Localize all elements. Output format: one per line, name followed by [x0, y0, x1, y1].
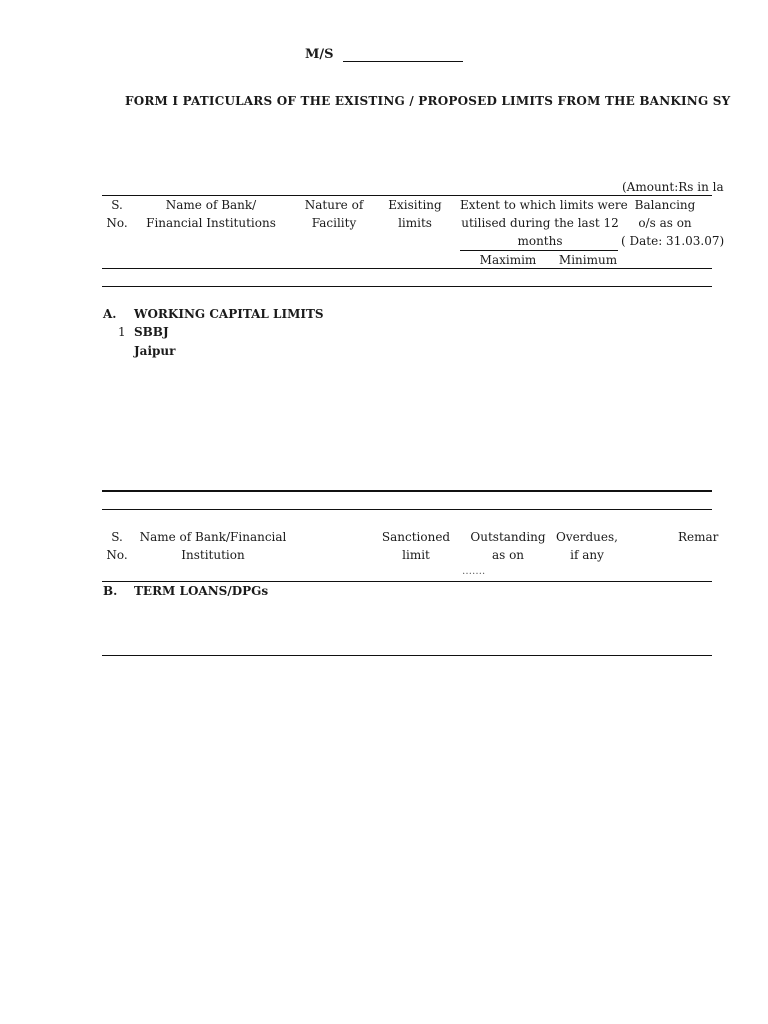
section-b-letter: B.: [103, 584, 118, 598]
col-balancing-line3: ( Date: 31.03.07): [621, 234, 725, 248]
ms-label: M/S: [305, 47, 334, 62]
amount-note: (Amount:Rs in la: [622, 180, 724, 194]
col-nature-line2: Facility: [311, 216, 357, 230]
b-col-outstanding-line2: as on: [491, 548, 525, 562]
col-existing-line2: limits: [398, 216, 432, 230]
b-col-sno-line1: S.: [111, 530, 123, 544]
b-col-overdues-line1: Overdues,: [556, 530, 618, 544]
col-bank-line2: Financial Institutions: [146, 216, 276, 230]
b-col-overdues-line2: if any: [570, 548, 604, 562]
col-extent-line2: utilised during the last 12: [461, 216, 619, 230]
section-a-label: WORKING CAPITAL LIMITS: [134, 307, 324, 321]
col-sno-line1: S.: [111, 198, 123, 212]
col-minimum: Minimum: [558, 253, 618, 267]
b-col-sno-line2: No.: [106, 548, 128, 562]
b-col-bank-line1: Name of Bank/Financial: [139, 530, 287, 544]
col-balancing-line1: Balancing: [634, 198, 696, 212]
b-col-bank-line2: Institution: [181, 548, 245, 562]
col-sno-line2: No.: [106, 216, 128, 230]
col-bank-line1: Name of Bank/: [165, 198, 257, 212]
col-extent-line1: Extent to which limits were: [460, 198, 628, 212]
col-nature-line1: Nature of: [304, 198, 364, 212]
row-1-sno: 1: [118, 325, 126, 339]
section-b-label: TERM LOANS/DPGs: [134, 584, 269, 598]
section-a-letter: A.: [103, 307, 117, 321]
b-col-outstanding-line1: Outstanding: [470, 530, 546, 544]
b-col-outstanding-date: …….: [462, 566, 486, 577]
row-1-bank-location: Jaipur: [134, 344, 176, 358]
table-a-header-bottom-rule: [102, 268, 712, 269]
col-maximum: Maximim: [479, 253, 537, 267]
table-b-top-rule: [102, 509, 712, 510]
ms-underline: [343, 61, 463, 62]
col-extent-line3: months: [517, 234, 563, 248]
col-existing-line1: Exisiting: [388, 198, 442, 212]
b-col-remarks: Remar: [678, 530, 719, 544]
row-1-bank: SBBJ: [134, 325, 169, 339]
form-title: FORM I PATICULARS OF THE EXISTING / PROPOSED LIMITS FROM THE BANKING SY: [125, 94, 731, 108]
col-balancing-line2: o/s as on: [638, 216, 692, 230]
table-a-subheader-rule: [102, 286, 712, 287]
b-col-sanctioned-line1: Sanctioned: [381, 530, 451, 544]
table-b-bottom-rule: [102, 655, 712, 656]
table-a-bottom-rule: [102, 490, 712, 492]
b-col-sanctioned-line2: limit: [402, 548, 430, 562]
